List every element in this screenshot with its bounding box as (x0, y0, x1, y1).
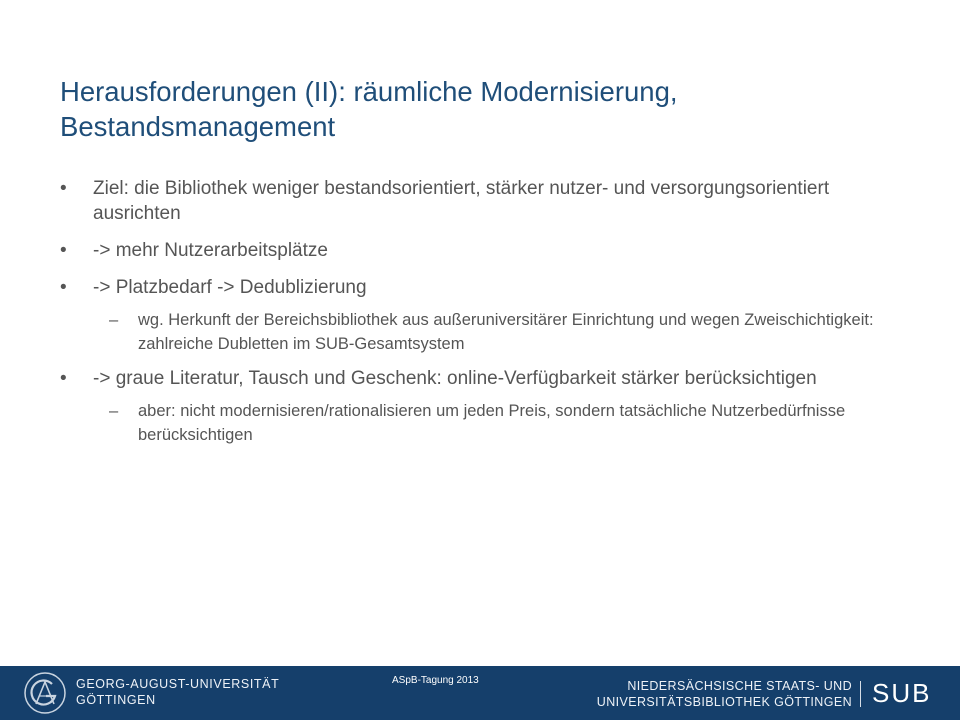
bullet-text: -> mehr Nutzerarbeitsplätze (93, 240, 328, 261)
slide-content (60, 176, 910, 457)
bullet-item (60, 176, 910, 226)
sub-bullet-item (60, 399, 910, 447)
sub-bullet-text: aber: nicht modernisieren/rationalisieren um jeden Preis, sondern tatsächliche Nutzerbedürfnisse berücksichtigen (138, 402, 846, 444)
bullet-item (60, 366, 910, 391)
bullet-marker: • (60, 178, 67, 199)
sub-logo: SUB (872, 678, 932, 708)
library-name (597, 678, 852, 710)
university-name-line1: GEORG-AUGUST-UNIVERSITÄT (76, 677, 280, 691)
sub-bullet-text: wg. Herkunft der Bereichsbibliothek aus außeruniversitärer Einrichtung und wegen Zweischichtigkeit: zahlreiche Dubletten im SUB-Gesamtsystem (138, 311, 874, 353)
sub-bullet-item (60, 308, 910, 356)
bullet-text: Ziel: die Bibliothek weniger bestandsorientiert, stärker nutzer- und versorgungsorientiert ausrichten (93, 178, 830, 224)
bullet-text: -> graue Literatur, Tausch und Geschenk: online-Verfügbarkeit stärker berücksichtigen (93, 368, 817, 389)
university-seal-icon (22, 670, 68, 716)
university-name-line2: GÖTTINGEN (76, 693, 156, 707)
dash-marker: – (109, 402, 119, 420)
bullet-item (60, 238, 910, 263)
slide-title: Herausforderungen (II): räumliche Modernisierung, Bestandsmanagement (60, 76, 678, 142)
footer-divider (860, 681, 861, 707)
university-name (76, 676, 279, 708)
dash-marker: – (109, 311, 119, 329)
library-name-line2: UNIVERSITÄTSBIBLIOTHEK GÖTTINGEN (596, 695, 852, 709)
bullet-text: -> Platzbedarf -> Dedublizierung (93, 277, 367, 298)
bullet-marker: • (60, 240, 67, 261)
bullet-marker: • (60, 277, 67, 298)
footer-bar (0, 666, 960, 720)
library-name-line1: NIEDERSÄCHSISCHE STAATS- UND (627, 679, 852, 693)
bullet-marker: • (60, 368, 67, 389)
bullet-item (60, 275, 910, 300)
event-label: ASpB-Tagung 2013 (392, 675, 479, 686)
